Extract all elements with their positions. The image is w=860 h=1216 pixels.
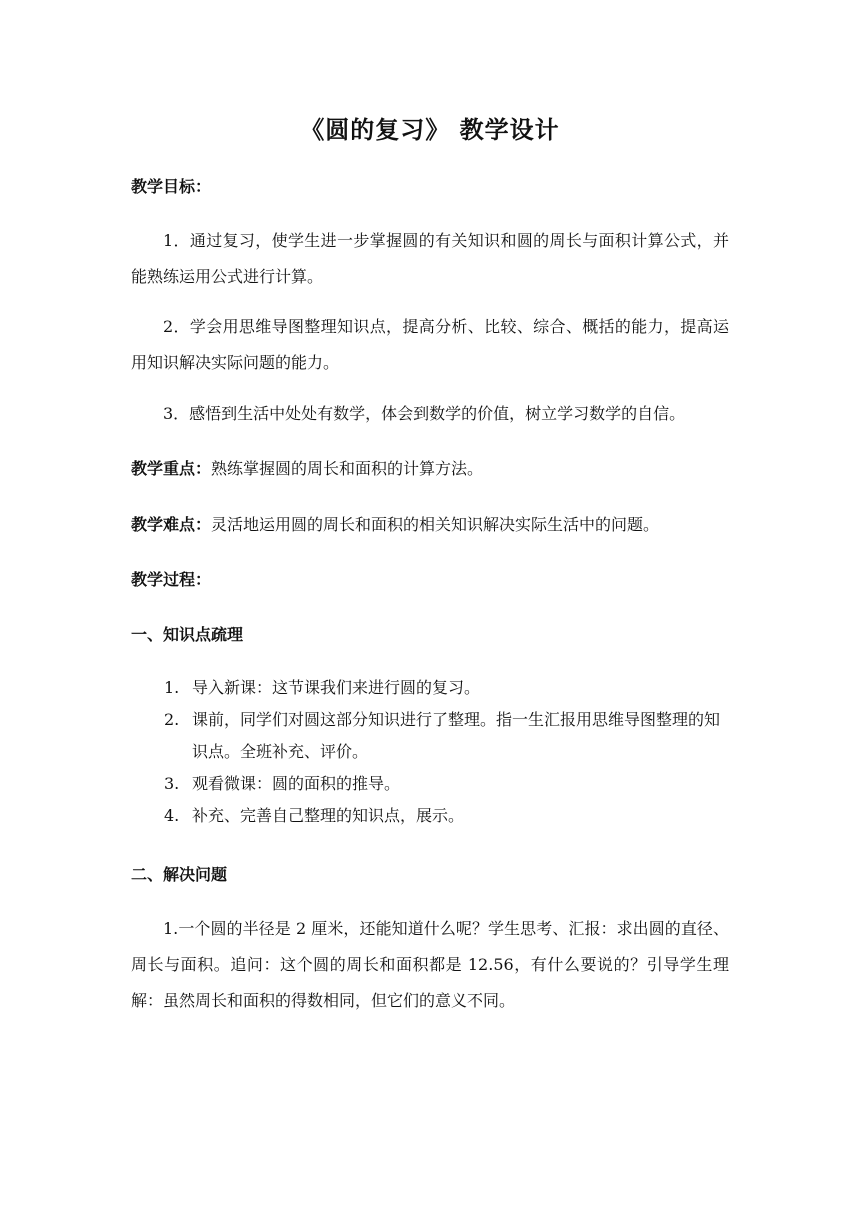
list-item-text: 课前，同学们对圆这部分知识进行了整理。指一生汇报用思维导图整理的知识点。全班补充、评价。 xyxy=(192,710,721,761)
difficulty-label: 教学难点： xyxy=(131,515,212,534)
key-point-label: 教学重点： xyxy=(131,459,212,478)
list-item-text: 补充、完善自己整理的知识点，展示。 xyxy=(192,806,465,825)
objective-paragraph-3: 3．感悟到生活中处处有数学，体会到数学的价值，树立学习数学的自信。 xyxy=(163,404,686,423)
process-heading: 教学过程： xyxy=(131,570,212,589)
list-item-number: 4. xyxy=(164,806,180,825)
difficulty-line xyxy=(131,507,729,543)
section1-list-container xyxy=(131,672,729,832)
list-item xyxy=(131,672,729,704)
key-point-line xyxy=(131,451,729,487)
section1-list xyxy=(131,672,729,832)
list-item xyxy=(131,704,729,768)
section1-heading: 一、知识点疏理 xyxy=(131,625,244,644)
document-title: 《圆的复习》 教学设计 xyxy=(300,115,560,144)
objective-paragraph-1: 1．通过复习，使学生进一步掌握圆的有关知识和圆的周长与面积计算公式，并能熟练运用公式进行计算。 xyxy=(131,231,729,286)
key-point-text: 熟练掌握圆的周长和面积的计算方法。 xyxy=(211,459,484,478)
objectives-heading: 教学目标： xyxy=(131,177,212,196)
list-item xyxy=(131,768,729,800)
objective-paragraph-2: 2．学会用思维导图整理知识点，提高分析、比较、综合、概括的能力，提高运用知识解决实际问题的能力。 xyxy=(131,317,729,372)
list-item-number: 1. xyxy=(164,678,180,697)
list-item-text: 观看微课：圆的面积的推导。 xyxy=(192,774,401,793)
section2-paragraph: 1.一个圆的半径是 2 厘米，还能知道什么呢？学生思考、汇报：求出圆的直径、周长与面积。追问：这个圆的周长和面积都是 12.56，有什么要说的？引导学生理解：虽然周长和面积的得数相同，但它们的意义不同。 xyxy=(131,919,729,1010)
list-item-number: 2. xyxy=(164,710,180,729)
list-item-number: 3. xyxy=(164,774,180,793)
section2-heading: 二、解决问题 xyxy=(131,865,228,884)
list-item xyxy=(131,800,729,832)
difficulty-text: 灵活地运用圆的周长和面积的相关知识解决实际生活中的问题。 xyxy=(211,515,660,534)
list-item-text: 导入新课：这节课我们来进行圆的复习。 xyxy=(192,678,481,697)
